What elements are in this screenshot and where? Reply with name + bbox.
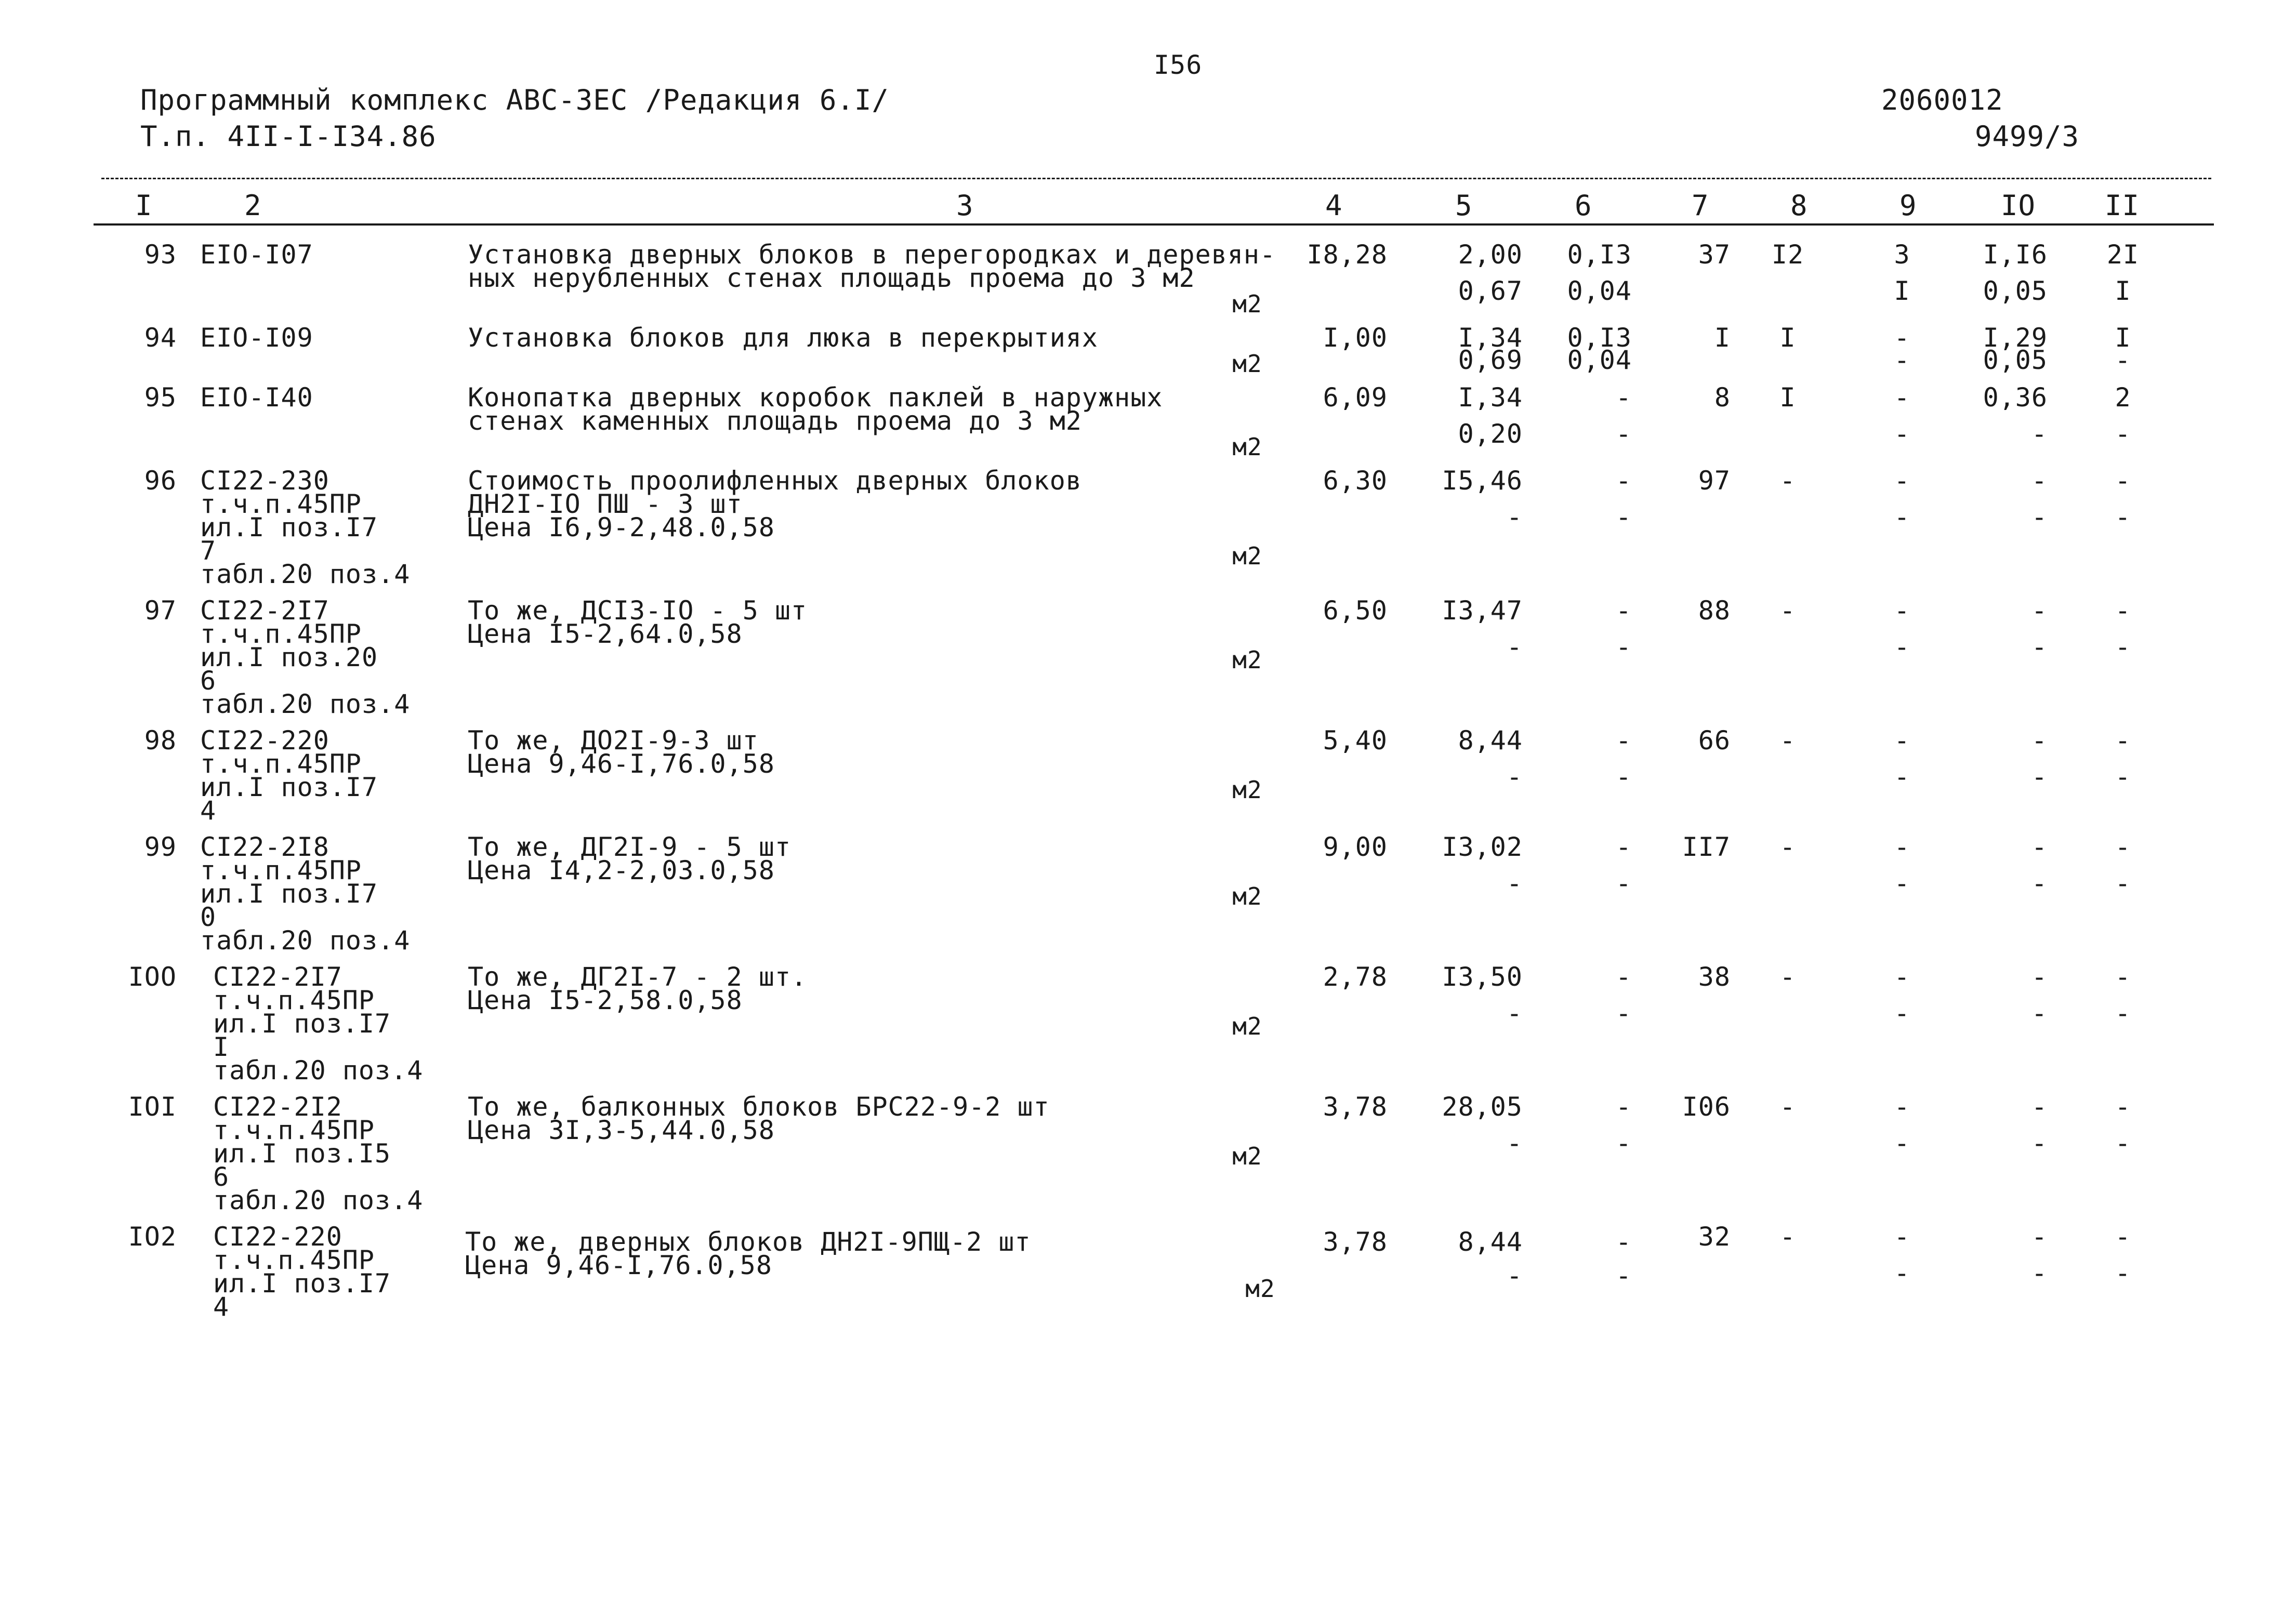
row-quantity: I8,28 xyxy=(1307,240,1388,270)
row-quantity: 6,30 xyxy=(1323,466,1388,496)
column-header: 6 xyxy=(1575,189,1592,222)
row-col7: 32 xyxy=(1698,1222,1731,1252)
row-col11: - xyxy=(2115,1128,2131,1158)
row-code-line: т.ч.п.45ПР xyxy=(200,489,362,519)
row-code-line: табл.20 поз.4 xyxy=(200,559,411,589)
table-header-rule xyxy=(94,223,2214,226)
row-col5: I,34 xyxy=(1458,323,1523,353)
table-top-rule xyxy=(101,178,2211,179)
row-col5: 8,44 xyxy=(1458,1227,1523,1257)
row-code-line: EIO-I07 xyxy=(200,240,313,270)
row-col11: - xyxy=(2115,998,2131,1028)
row-number: IOI xyxy=(128,1092,177,1122)
row-col6: - xyxy=(1615,1092,1632,1122)
row-col11: - xyxy=(2115,1092,2131,1122)
row-col11: - xyxy=(2115,466,2131,496)
row-col11: - xyxy=(2115,502,2131,532)
row-number: 95 xyxy=(144,382,177,413)
row-col10: I,29 xyxy=(1983,323,2048,353)
row-col5: - xyxy=(1506,762,1523,792)
row-col9: - xyxy=(1894,595,1910,626)
row-col9: - xyxy=(1894,725,1910,756)
row-col10: - xyxy=(2031,419,2048,449)
row-description-line: Установка дверных блоков в перегородках и деревян- xyxy=(468,240,1276,270)
row-description-line: То же, дверных блоков ДН2I-9ПЩ-2 шт xyxy=(465,1227,1031,1257)
row-code-line: ил.I поз.I7 xyxy=(213,1009,391,1039)
row-col9: - xyxy=(1894,323,1910,353)
row-code-line: CI22-220 xyxy=(200,725,329,756)
row-code-line: CI22-2I7 xyxy=(213,962,342,992)
row-code-line: 4 xyxy=(213,1292,230,1322)
row-col7: 37 xyxy=(1698,240,1731,270)
row-code-line: CI22-2I8 xyxy=(200,832,329,862)
row-col6: - xyxy=(1615,466,1632,496)
row-quantity: 3,78 xyxy=(1323,1227,1388,1257)
row-col6: - xyxy=(1615,725,1632,756)
row-code-line: 4 xyxy=(200,796,217,826)
row-col8: - xyxy=(1779,595,1796,626)
row-col11: - xyxy=(2115,595,2131,626)
column-header: 2 xyxy=(244,189,262,222)
row-col5: I,34 xyxy=(1458,382,1523,413)
row-col7: 97 xyxy=(1698,466,1731,496)
row-number: 93 xyxy=(144,240,177,270)
row-col11: - xyxy=(2115,725,2131,756)
row-col6: - xyxy=(1615,1261,1632,1291)
row-col10: 0,36 xyxy=(1983,382,2048,413)
row-col10: - xyxy=(2031,868,2048,898)
row-col5: 28,05 xyxy=(1442,1092,1523,1122)
row-number: 97 xyxy=(144,595,177,626)
row-col6: - xyxy=(1615,595,1632,626)
project-code: Т.п. 4II-I-I34.86 xyxy=(140,120,437,153)
row-description-line: То же, балконных блоков БРС22-9-2 шт xyxy=(468,1092,1050,1122)
row-col5: I3,47 xyxy=(1442,595,1523,626)
row-code-line: табл.20 поз.4 xyxy=(213,1055,424,1085)
row-col5: - xyxy=(1506,998,1523,1028)
row-unit: м2 xyxy=(1232,1012,1262,1040)
row-code-line: ил.I поз.I7 xyxy=(213,1268,391,1299)
row-quantity: 3,78 xyxy=(1323,1092,1388,1122)
row-number: 94 xyxy=(144,323,177,353)
row-code-line: EIO-I40 xyxy=(200,382,313,413)
row-col7: 88 xyxy=(1698,595,1731,626)
row-description-line: ных нерубленных стенах площадь проема до 3 м2 xyxy=(468,263,1195,293)
row-code-line: т.ч.п.45ПР xyxy=(200,855,362,885)
row-number: 96 xyxy=(144,466,177,496)
row-code-line: т.ч.п.45ПР xyxy=(200,749,362,779)
row-col9: - xyxy=(1894,962,1910,992)
row-col5: - xyxy=(1506,868,1523,898)
row-code-line: ил.I поз.I7 xyxy=(200,512,378,542)
row-unit: м2 xyxy=(1232,433,1262,461)
row-col6: 0,I3 xyxy=(1567,240,1632,270)
row-col11: - xyxy=(2115,832,2131,862)
row-col9: - xyxy=(1894,998,1910,1028)
row-col10: - xyxy=(2031,502,2048,532)
row-col11: I xyxy=(2115,323,2131,353)
row-code-line: CI22-220 xyxy=(213,1222,342,1252)
row-col8: I xyxy=(1779,323,1796,353)
row-col7: I06 xyxy=(1682,1092,1731,1122)
row-description-line: Цена 9,46-I,76.0,58 xyxy=(465,1250,772,1280)
row-col10: - xyxy=(2031,632,2048,662)
row-col6: - xyxy=(1615,419,1632,449)
row-description-line: Установка блоков для люка в перекрытиях xyxy=(468,323,1098,353)
row-col11: 2I xyxy=(2106,240,2140,270)
row-code-line: 6 xyxy=(200,666,217,696)
row-col7: II7 xyxy=(1682,832,1731,862)
row-col9: - xyxy=(1894,632,1910,662)
row-col8: - xyxy=(1779,725,1796,756)
row-col11: - xyxy=(2115,632,2131,662)
row-col11: - xyxy=(2115,1222,2131,1252)
row-quantity: 2,78 xyxy=(1323,962,1388,992)
program-title: Программный комплекс АВС-3ЕС /Редакция 6.I/ xyxy=(140,84,889,116)
row-col9: - xyxy=(1894,832,1910,862)
row-description-line: Цена 3I,3-5,44.0,58 xyxy=(468,1115,775,1145)
row-col6: - xyxy=(1615,868,1632,898)
document-code: 2060012 xyxy=(1881,84,2003,116)
row-unit: м2 xyxy=(1232,542,1262,570)
row-col8: I2 xyxy=(1771,240,1804,270)
row-col11: 2 xyxy=(2115,382,2131,413)
row-col8: - xyxy=(1779,466,1796,496)
row-unit: м2 xyxy=(1232,1142,1262,1170)
row-col11: - xyxy=(2115,962,2131,992)
row-code-line: 6 xyxy=(213,1162,230,1192)
row-description-line: Цена I4,2-2,03.0,58 xyxy=(468,855,775,885)
row-col7: I xyxy=(1714,323,1731,353)
row-col10: - xyxy=(2031,998,2048,1028)
row-col9: - xyxy=(1894,382,1910,413)
row-quantity: 9,00 xyxy=(1323,832,1388,862)
row-col5: I3,50 xyxy=(1442,962,1523,992)
row-unit: м2 xyxy=(1232,646,1262,674)
column-header: 5 xyxy=(1455,189,1473,222)
row-description-line: Цена I5-2,58.0,58 xyxy=(468,985,743,1015)
row-col9: - xyxy=(1894,1222,1910,1252)
row-col5: 2,00 xyxy=(1458,240,1523,270)
row-col11: I xyxy=(2115,276,2131,306)
row-col11: - xyxy=(2115,419,2131,449)
row-col7: 66 xyxy=(1698,725,1731,756)
row-col5: - xyxy=(1506,1128,1523,1158)
row-col6: - xyxy=(1615,998,1632,1028)
row-col11: - xyxy=(2115,762,2131,792)
row-code-line: ил.I поз.I7 xyxy=(200,879,378,909)
row-col6: - xyxy=(1615,382,1632,413)
row-col11: - xyxy=(2115,1258,2131,1288)
row-description-line: Цена I6,9-2,48.0,58 xyxy=(468,512,775,542)
row-col10: - xyxy=(2031,832,2048,862)
row-quantity: 5,40 xyxy=(1323,725,1388,756)
row-quantity: 6,50 xyxy=(1323,595,1388,626)
column-header: 4 xyxy=(1325,189,1343,222)
row-code-line: табл.20 поз.4 xyxy=(200,689,411,719)
row-col10: 0,05 xyxy=(1983,276,2048,306)
row-code-line: CI22-2I2 xyxy=(213,1092,342,1122)
row-col10: I,I6 xyxy=(1983,240,2048,270)
row-description-line: То же, ДО2I-9-3 шт xyxy=(468,725,759,756)
row-code-line: табл.20 поз.4 xyxy=(213,1185,424,1215)
sheet-number: 9499/3 xyxy=(1975,120,2080,153)
row-col10: - xyxy=(2031,1092,2048,1122)
row-col11: - xyxy=(2115,868,2131,898)
row-col6: 0,I3 xyxy=(1567,323,1632,353)
row-description-line: Цена 9,46-I,76.0,58 xyxy=(468,749,775,779)
row-col10: - xyxy=(2031,962,2048,992)
row-col8: - xyxy=(1779,1092,1796,1122)
row-col5: 0,69 xyxy=(1458,345,1523,375)
column-header: 8 xyxy=(1790,189,1808,222)
row-description-line: То же, ДГ2I-7 - 2 шт. xyxy=(468,962,808,992)
row-code-line: ил.I поз.20 xyxy=(200,642,378,672)
row-code-line: ил.I поз.I5 xyxy=(213,1138,391,1169)
row-col8: - xyxy=(1779,832,1796,862)
row-col6: - xyxy=(1615,632,1632,662)
row-description-line: стенах каменных площадь проема до 3 м2 xyxy=(468,406,1082,436)
row-code-line: EIO-I09 xyxy=(200,323,313,353)
row-col6: 0,04 xyxy=(1567,345,1632,375)
row-col9: - xyxy=(1894,868,1910,898)
row-description-line: Конопатка дверных коробок паклей в наружных xyxy=(468,382,1163,413)
row-col9: - xyxy=(1894,419,1910,449)
row-col9: - xyxy=(1894,762,1910,792)
row-unit: м2 xyxy=(1232,350,1262,378)
row-col5: I5,46 xyxy=(1442,466,1523,496)
row-col6: - xyxy=(1615,962,1632,992)
page-number: I56 xyxy=(1154,50,1203,80)
row-col6: - xyxy=(1615,1227,1632,1257)
row-col10: - xyxy=(2031,595,2048,626)
row-col5: 8,44 xyxy=(1458,725,1523,756)
row-number: IOO xyxy=(128,962,177,992)
column-header: IO xyxy=(2001,189,2036,222)
row-col10: - xyxy=(2031,762,2048,792)
row-description-line: ДН2I-IO ПШ - 3 шт xyxy=(468,489,743,519)
row-description-line: То же, ДГ2I-9 - 5 шт xyxy=(468,832,791,862)
row-code-line: т.ч.п.45ПР xyxy=(213,985,375,1015)
row-col7: 38 xyxy=(1698,962,1731,992)
row-col7: 8 xyxy=(1714,382,1731,413)
row-col6: - xyxy=(1615,762,1632,792)
row-col6: - xyxy=(1615,502,1632,532)
row-col8: - xyxy=(1779,962,1796,992)
row-description-line: Цена I5-2,64.0,58 xyxy=(468,619,743,649)
row-code-line: CI22-230 xyxy=(200,466,329,496)
column-header: I xyxy=(135,189,153,222)
row-description-line: То же, ДСI3-IO - 5 шт xyxy=(468,595,808,626)
row-code-line: 7 xyxy=(200,536,217,566)
column-header: II xyxy=(2105,189,2140,222)
row-description-line: Стоимость проолифленных дверных блоков xyxy=(468,466,1082,496)
row-col8: I xyxy=(1779,382,1796,413)
row-col5: - xyxy=(1506,502,1523,532)
row-code-line: т.ч.п.45ПР xyxy=(213,1245,375,1275)
row-col9: - xyxy=(1894,502,1910,532)
row-code-line: табл.20 поз.4 xyxy=(200,925,411,956)
row-col10: - xyxy=(2031,725,2048,756)
row-col11: - xyxy=(2115,345,2131,375)
row-col8: - xyxy=(1779,1222,1796,1252)
column-header: 3 xyxy=(956,189,974,222)
row-col6: - xyxy=(1615,1128,1632,1158)
row-col9: 3 xyxy=(1894,240,1910,270)
row-code-line: 0 xyxy=(200,902,217,932)
row-col9: - xyxy=(1894,1092,1910,1122)
row-col5: - xyxy=(1506,1261,1523,1291)
row-number: IO2 xyxy=(128,1222,177,1252)
row-col9: - xyxy=(1894,466,1910,496)
row-code-line: т.ч.п.45ПР xyxy=(213,1115,375,1145)
row-col9: - xyxy=(1894,1128,1910,1158)
row-quantity: I,00 xyxy=(1323,323,1388,353)
row-code-line: ил.I поз.I7 xyxy=(200,772,378,802)
row-col10: - xyxy=(2031,1258,2048,1288)
row-col6: 0,04 xyxy=(1567,276,1632,306)
row-col9: - xyxy=(1894,345,1910,375)
row-col6: - xyxy=(1615,832,1632,862)
row-col9: - xyxy=(1894,1258,1910,1288)
row-number: 98 xyxy=(144,725,177,756)
row-col5: - xyxy=(1506,632,1523,662)
row-unit: м2 xyxy=(1232,290,1262,318)
row-col10: - xyxy=(2031,1222,2048,1252)
row-quantity: 6,09 xyxy=(1323,382,1388,413)
row-unit: м2 xyxy=(1245,1275,1275,1303)
row-col10: - xyxy=(2031,1128,2048,1158)
row-col10: 0,05 xyxy=(1983,345,2048,375)
row-code-line: т.ч.п.45ПР xyxy=(200,619,362,649)
row-code-line: CI22-2I7 xyxy=(200,595,329,626)
column-header: 7 xyxy=(1692,189,1709,222)
column-header: 9 xyxy=(1899,189,1917,222)
row-number: 99 xyxy=(144,832,177,862)
row-col5: 0,67 xyxy=(1458,276,1523,306)
row-col9: I xyxy=(1894,276,1910,306)
row-unit: м2 xyxy=(1232,882,1262,910)
row-col10: - xyxy=(2031,466,2048,496)
row-code-line: I xyxy=(213,1032,230,1062)
row-col5: 0,20 xyxy=(1458,419,1523,449)
row-unit: м2 xyxy=(1232,776,1262,804)
row-col5: I3,02 xyxy=(1442,832,1523,862)
